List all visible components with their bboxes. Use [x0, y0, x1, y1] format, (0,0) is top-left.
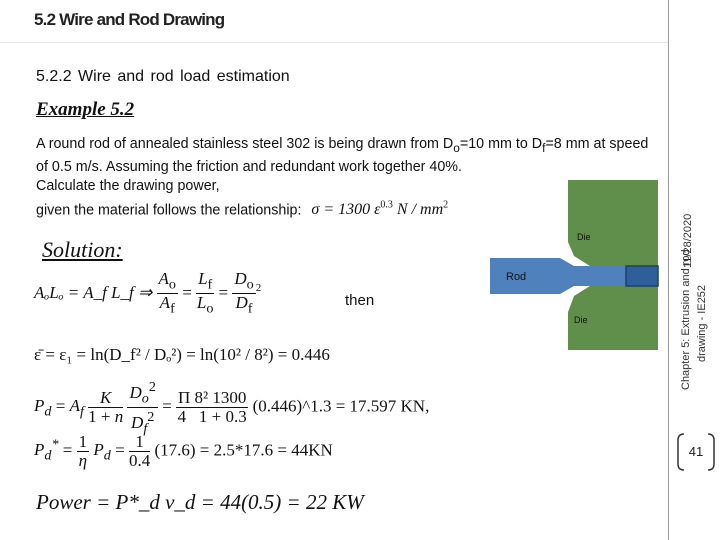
then-text: then — [345, 292, 375, 309]
header-divider — [0, 42, 668, 43]
example-title: Example 5.2 — [36, 99, 135, 120]
problem-text-1: A round rod of annealed stainless steel 302 is being drawn from D — [36, 136, 454, 152]
equation-volume-constancy: AₒLₒ = A_f L_f ⇒ $\frac{A_o}{A_f}$ = $\frac{L_f}{L_o}$ = $\frac{D_o}{D_f}$ $^2$ — [34, 269, 262, 317]
die-diagram — [490, 180, 660, 350]
die-top-label: Die — [577, 232, 591, 242]
solution-heading: Solution: — [42, 237, 123, 262]
side-divider — [668, 0, 669, 540]
sub-f: f — [542, 140, 546, 155]
chapter-label: Chapter 5: Extrusion and rod drawing - IE252 — [680, 249, 708, 390]
date-label: 11/28/2020 — [682, 213, 694, 268]
material-equation: σ = 1300 $\varepsilon^{0.3}$ N / $mm^2$ — [311, 199, 449, 219]
problem-text-2: =10 mm to D — [459, 136, 543, 152]
equation-actual-force: $P_d^*$ = $\frac{1}{\eta}$ $P_d$ = $\frac{1}{0.4}$ (17.6) = 2.5*17.6 = 44KN — [34, 432, 333, 470]
equation-drawing-force: $P_d = A_f$ $\frac{K}{1 + n}$ $\frac{D_o^2}{D_f^2}$ = $\frac{\text{Π 8² 1300}}{4 1 + 0.3}$ (0.446)^1.3 = 17.597 KN, — [34, 379, 430, 437]
rod-label: Rod — [506, 271, 527, 283]
equation-strain: ε̄ = ε₁ = ln(D_f² / Dₒ²) = ln(10² / 8²) = 0.446 — [34, 345, 330, 364]
die-top-shape — [568, 180, 658, 266]
die-bottom-label: Die — [574, 315, 588, 325]
sub-o: o — [453, 140, 460, 155]
problem-text-5: given the material follows the relationship: — [36, 202, 302, 219]
section-title: 5.2.2 Wire and rod load estimation — [36, 68, 290, 85]
problem-text-4: Calculate the drawing power, — [36, 177, 220, 194]
page-number: 41 — [688, 444, 704, 459]
equation-power: Power = P*_d v_d = 44(0.5) = 22 KW — [36, 490, 364, 514]
slide-header: 5.2 Wire and Rod Drawing — [34, 10, 225, 29]
problem-text-3: =8 mm at speed of 0.5 m/s. Assuming the friction and redundant work together 40%. — [36, 136, 649, 175]
rod-exit — [626, 266, 658, 286]
